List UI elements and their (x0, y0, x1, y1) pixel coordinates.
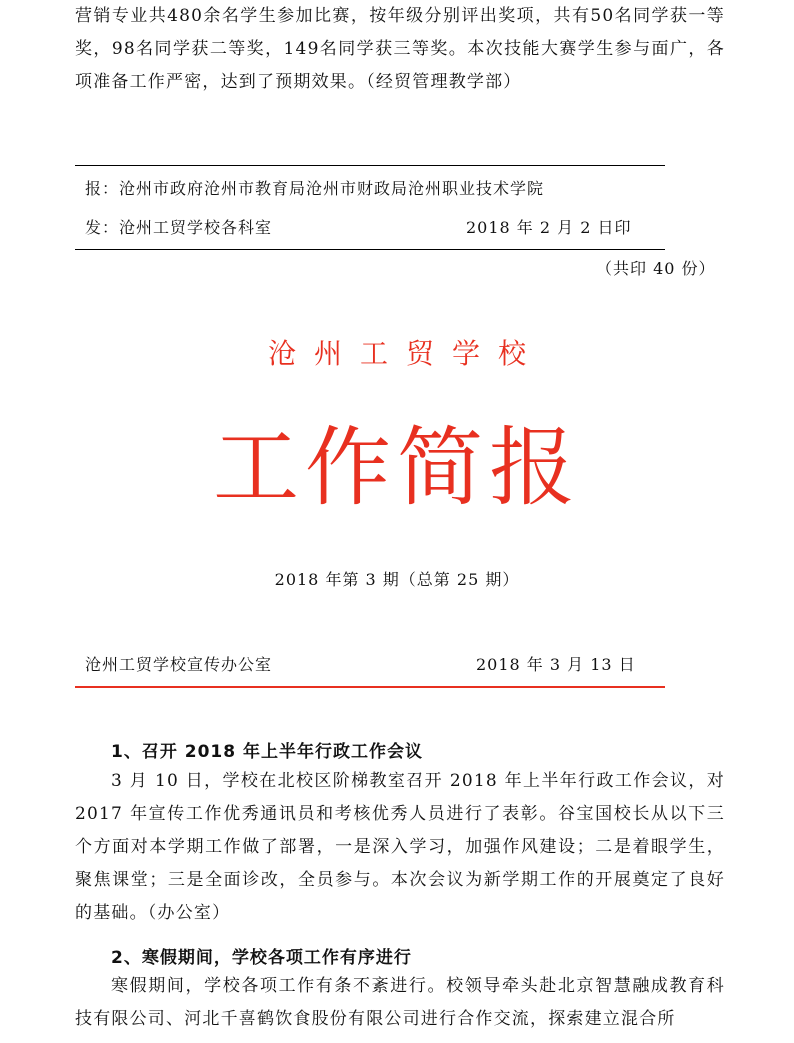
print-date: 2018 年 2 月 2 日印 (466, 218, 632, 237)
masthead-red-rule (75, 686, 665, 688)
distribution-top-rule (75, 165, 665, 166)
section-2-heading: 2、寒假期间，学校各项工作有序进行 (111, 948, 412, 968)
section-2-body: 寒假期间，学校各项工作有条不紊进行。校领导牵头赴北京智慧融成教育科技有限公司、河北千喜鹤饮食股份有限公司进行合作交流，探索建立混合所 (75, 976, 725, 1029)
publisher: 沧州工贸学校宣传办公室 (85, 655, 273, 674)
send-to-line: 发：沧州工贸学校各科室 (85, 218, 273, 237)
issue-number: 2018 年第 3 期（总第 25 期） (274, 570, 520, 589)
report-title: 工作简报 (213, 418, 581, 518)
publish-date: 2018 年 3 月 13 日 (476, 655, 636, 674)
copies-count: （共印 40 份） (596, 259, 716, 278)
section-1-body: 3 月 10 日，学校在北校区阶梯教室召开 2018 年上半年行政工作会议，对 2017 年宣传工作优秀通讯员和考核优秀人员进行了表彰。谷宝国校长从以下三个方面对本学期工作做了部署，一是深入学习，加强作风建设；二是着眼学生，聚焦课堂；三是全面诊改，全员参与。本次会议为新学期工作的开展奠定了良好的基础。（办公室） (75, 771, 725, 923)
distribution-bottom-rule (75, 249, 665, 250)
section-1-heading: 1、召开 2018 年上半年行政工作会议 (111, 742, 423, 762)
school-name: 沧州工贸学校 (267, 337, 544, 370)
previous-article-continuation: 营销专业共480余名学生参加比赛，按年级分别评出奖项，共有50名同学获一等奖，98名同学获二等奖，149名同学获三等奖。本次技能大赛学生参与面广，各项准备工作严密，达到了预期效果。（经贸管理教学部） (75, 6, 725, 92)
report-to-line: 报：沧州市政府沧州市教育局沧州市财政局沧州职业技术学院 (85, 179, 545, 198)
